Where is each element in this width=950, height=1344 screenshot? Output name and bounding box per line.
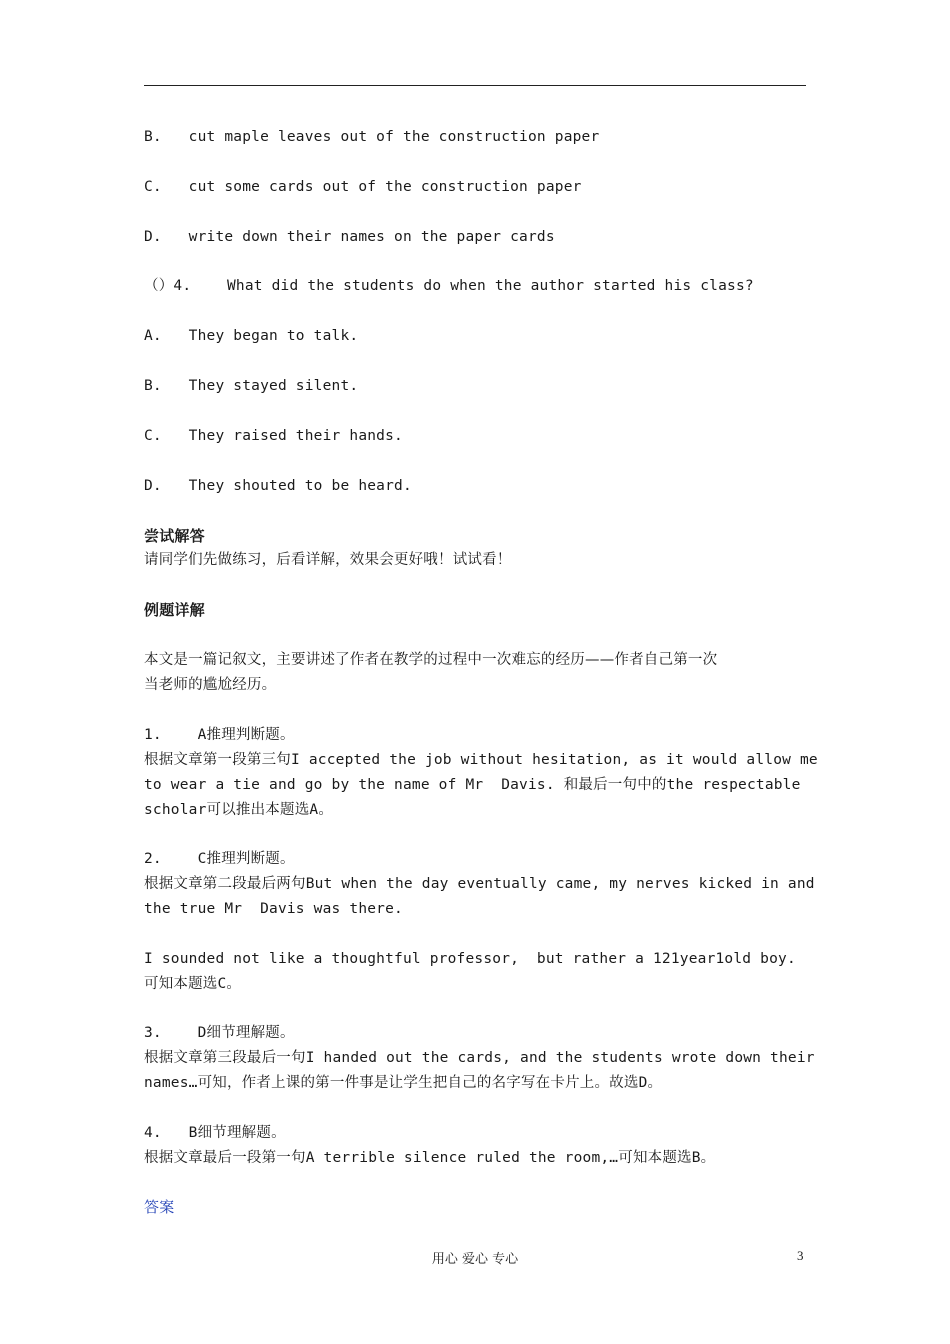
item3-title: 3. D细节理解题。: [144, 1025, 295, 1041]
header-rule: [144, 85, 806, 86]
answer-link[interactable]: 答案: [144, 1198, 175, 1216]
explain-heading: 例题详解: [144, 601, 205, 619]
try-text: 请同学们先做练习，后看详解，效果会更好哦！试试看！: [144, 552, 512, 568]
footer-text: 用心 爱心 专心: [431, 1252, 519, 1267]
option-d: D. write down their names on the paper cards: [144, 229, 555, 245]
item2-quote: I sounded not like a thoughtful professor, but rather a 121year1old boy.: [144, 951, 796, 967]
q4-option-d: D. They shouted to be heard.: [144, 478, 412, 494]
item1-line-1: 根据文章第一段第三句I accepted the job without hesitation, as it would allow me: [144, 752, 818, 768]
q4-option-a: A. They began to talk.: [144, 328, 359, 344]
q4-option-c: C. They raised their hands.: [144, 428, 403, 444]
item4-line-1: 根据文章最后一段第一句A terrible silence ruled the room,…可知本题选B。: [144, 1150, 716, 1166]
item2-line-2: the true Mr Davis was there.: [144, 901, 403, 917]
item2-title: 2. C推理判断题。: [144, 851, 295, 867]
item4-title: 4. B细节理解题。: [144, 1125, 286, 1141]
item1-line-2: to wear a tie and go by the name of Mr Davis. 和最后一句中的the respectable: [144, 777, 801, 793]
item3-line-1: 根据文章第三段最后一句I handed out the cards, and the students wrote down their: [144, 1050, 815, 1066]
option-b: B. cut maple leaves out of the construction paper: [144, 129, 600, 145]
item2-line-1: 根据文章第二段最后两句But when the day eventually came, my nerves kicked in and: [144, 876, 815, 892]
option-c: C. cut some cards out of the construction paper: [144, 179, 582, 195]
item1-line-3: scholar可以推出本题选A。: [144, 802, 334, 818]
try-heading: 尝试解答: [144, 527, 205, 545]
question-4-stem: （）4. What did the students do when the author started his class?: [144, 278, 754, 294]
item1-title: 1. A推理判断题。: [144, 727, 295, 743]
page-number: 3: [797, 1248, 804, 1263]
intro-line-1: 本文是一篇记叙文，主要讲述了作者在教学的过程中一次难忘的经历——作者自己第一次: [144, 652, 718, 668]
item2-conclusion: 可知本题选C。: [144, 976, 242, 992]
q4-option-b: B. They stayed silent.: [144, 378, 359, 394]
intro-line-2: 当老师的尴尬经历。: [144, 677, 277, 693]
item3-line-2: names…可知，作者上课的第一件事是让学生把自己的名字写在卡片上。故选D。: [144, 1075, 663, 1091]
